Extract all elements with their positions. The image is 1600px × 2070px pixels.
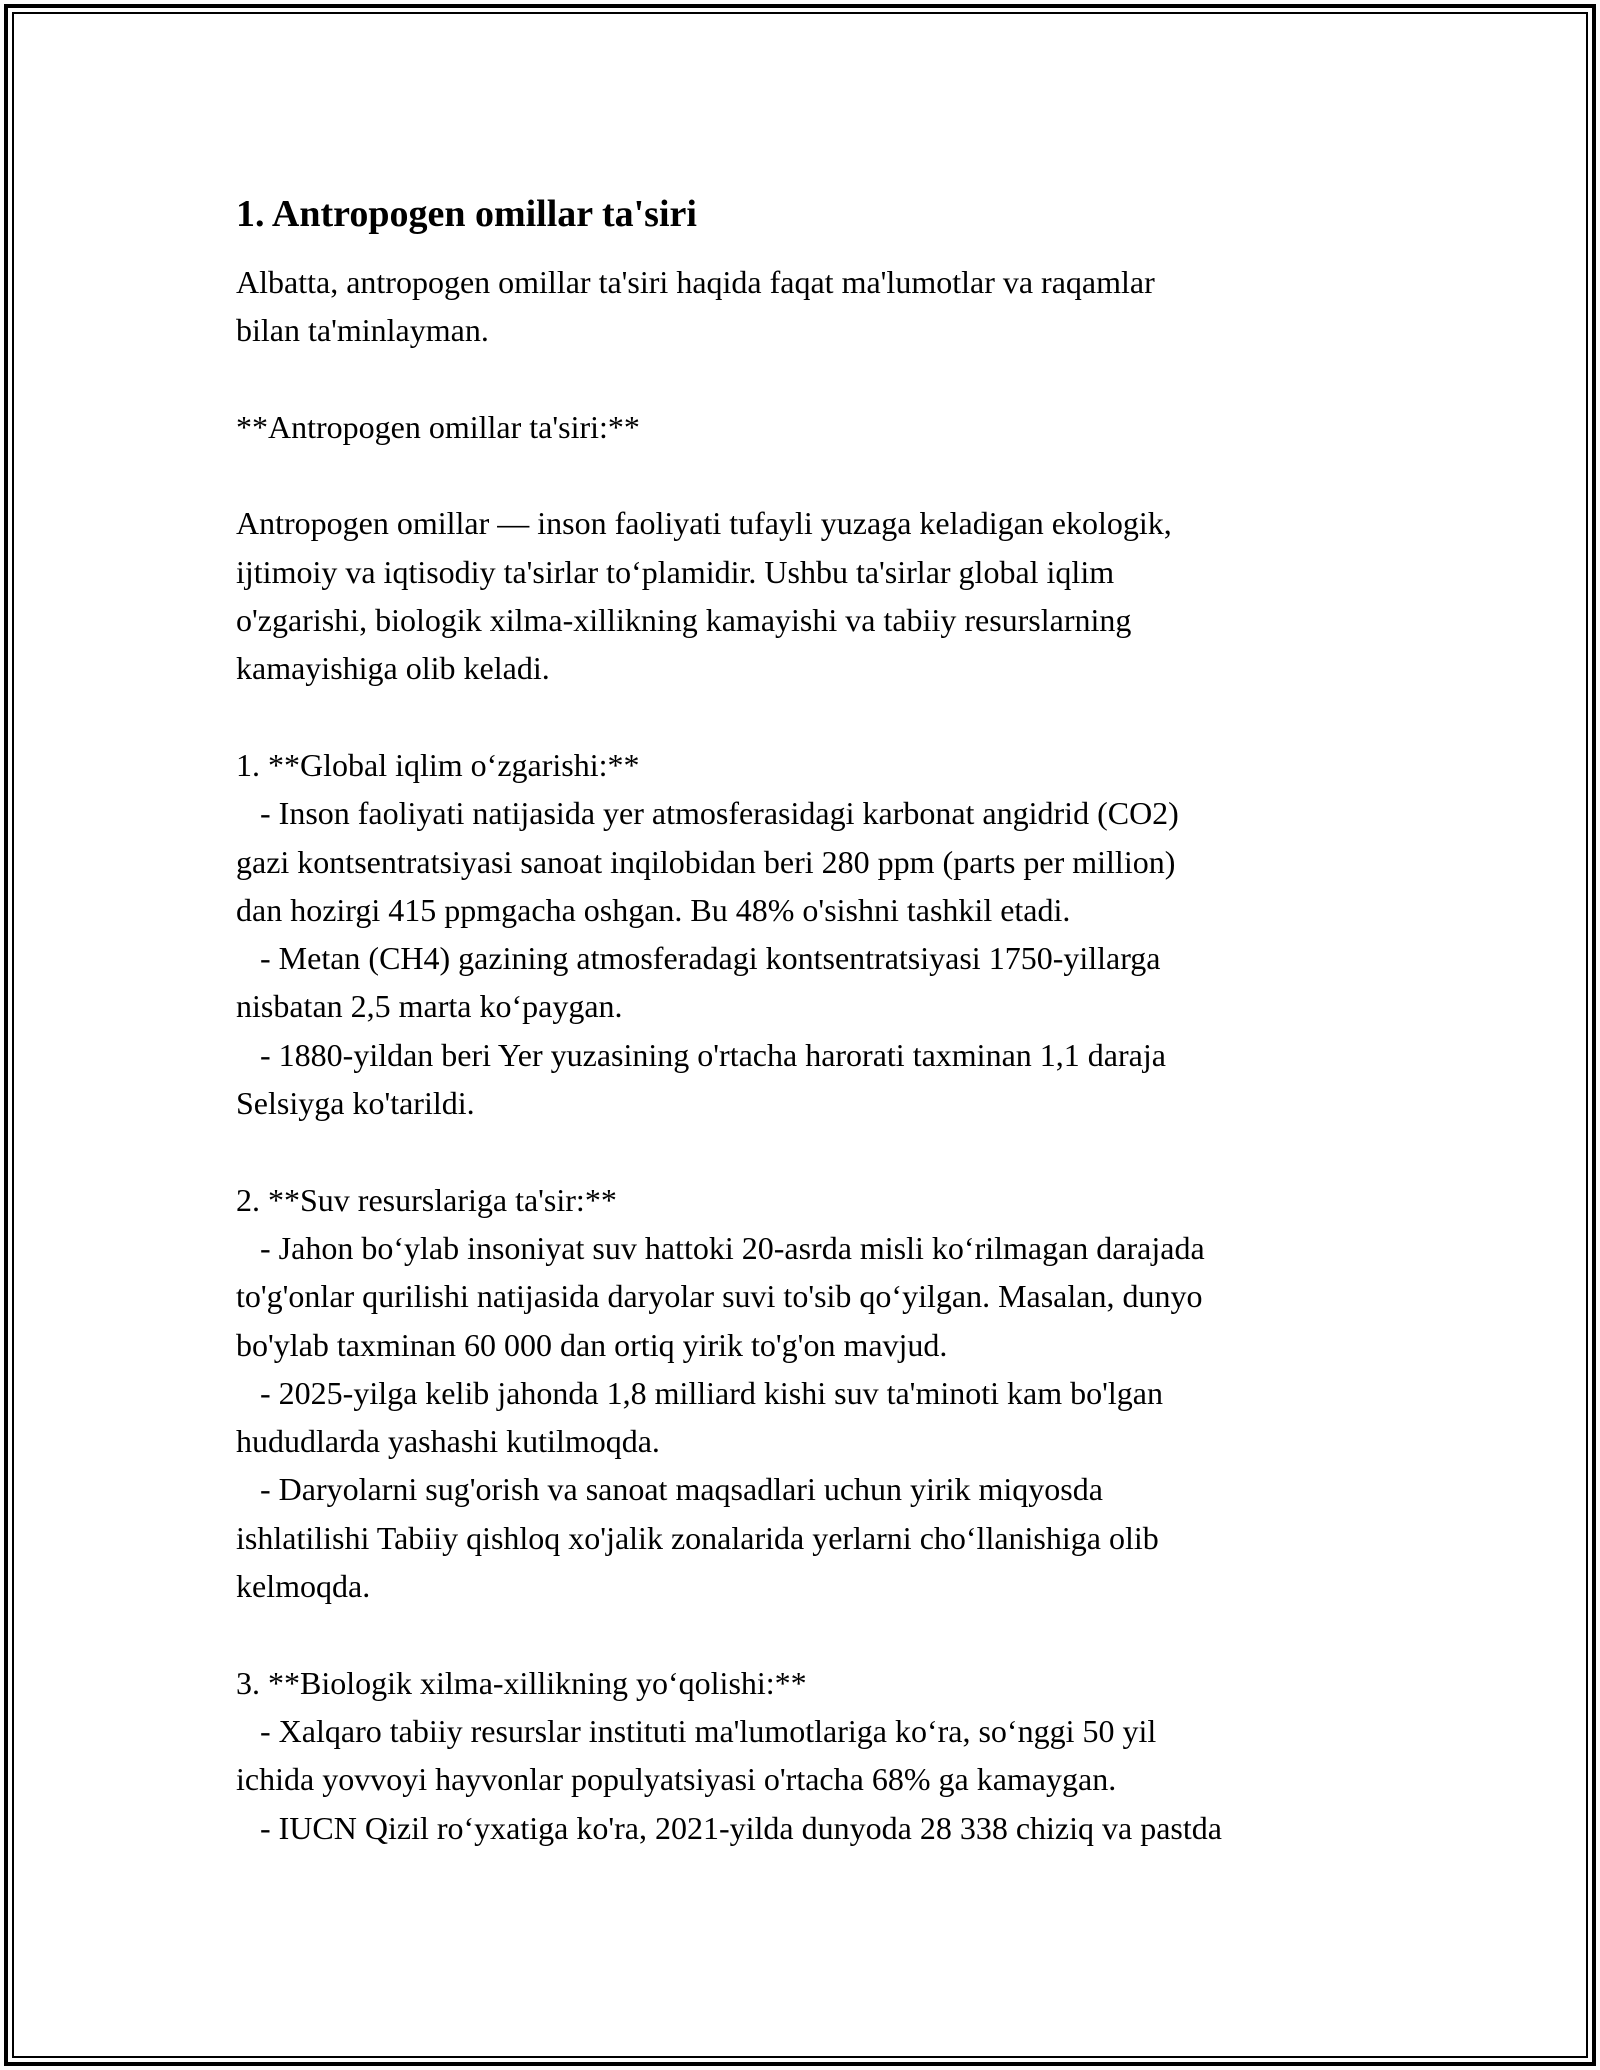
text-line: - 1880-yildan beri Yer yuzasining o'rtacha harorati taxminan 1,1 daraja (236, 1036, 1166, 1073)
text-line: - Inson faoliyati natijasida yer atmosferasidagi karbonat angidrid (CO2) (236, 795, 1179, 832)
text-line: - Jahon bo‘ylab insoniyat suv hattoki 20-asrda misli ko‘rilmagan darajada (236, 1229, 1205, 1266)
text-line: - IUCN Qizil ro‘yxatiga ko'ra, 2021-yilda dunyoda 28 338 chiziq va pastda (236, 1809, 1222, 1846)
text-line: bilan ta'minlayman. (236, 312, 489, 349)
text-line: ijtimoiy va iqtisodiy ta'sirlar to‘plamidir. Ushbu ta'sirlar global iqlim (236, 553, 1115, 590)
document-text (236, 258, 1416, 1852)
text-line: **Antropogen omillar ta'siri:** (236, 408, 640, 445)
text-line: Albatta, antropogen omillar ta'siri haqida faqat ma'lumotlar va raqamlar (236, 264, 1155, 300)
text-line: ichida yovvoyi hayvonlar populyatsiyasi o'rtacha 68% ga kamaygan. (236, 1761, 1117, 1798)
blank-line (236, 693, 1416, 741)
blank-line (236, 1610, 1416, 1658)
text-line: ishlatilishi Tabiiy qishloq xo'jalik zonalarida yerlarni cho‘llanishiga olib (236, 1519, 1159, 1556)
text-line: o'zgarishi, biologik xilma-xillikning kamayishi va tabiiy resurslarning (236, 602, 1132, 639)
text-line: 2. **Suv resurslariga ta'sir:** (236, 1181, 617, 1218)
document-body (236, 188, 1416, 1852)
text-line: dan hozirgi 415 ppmgacha oshgan. Bu 48% o'sishni tashkil etadi. (236, 891, 1071, 928)
text-line: Selsiyga ko'tarildi. (236, 1085, 475, 1122)
text-line: - Metan (CH4) gazining atmosferadagi kontsentratsiyasi 1750-yillarga (236, 940, 1161, 977)
text-line: nisbatan 2,5 marta ko‘paygan. (236, 988, 623, 1025)
text-line: - Daryolarni sug'orish va sanoat maqsadlari uchun yirik miqyosda (236, 1471, 1103, 1508)
text-line: kelmoqda. (236, 1568, 371, 1605)
blank-line (236, 451, 1416, 499)
blank-line (236, 1127, 1416, 1175)
text-line: bo'ylab taxminan 60 000 dan ortiq yirik to'g'on mavjud. (236, 1326, 948, 1363)
text-line: Antropogen omillar — inson faoliyati tufayli yuzaga keladigan ekologik, (236, 505, 1172, 542)
document-heading: 1. Antropogen omillar ta'siri (236, 193, 697, 235)
text-line: 3. **Biologik xilma-xillikning yo‘qolishi:** (236, 1664, 807, 1701)
text-line: hududlarda yashashi kutilmoqda. (236, 1423, 660, 1460)
text-line: 1. **Global iqlim o‘zgarishi:** (236, 746, 640, 783)
blank-line (236, 355, 1416, 403)
text-line: - 2025-yilga kelib jahonda 1,8 milliard kishi suv ta'minoti kam bo'lgan (236, 1374, 1163, 1411)
text-line: kamayishiga olib keladi. (236, 650, 550, 687)
text-line: gazi kontsentratsiyasi sanoat inqilobidan beri 280 ppm (parts per million) (236, 843, 1176, 880)
text-line: - Xalqaro tabiiy resurslar instituti ma'lumotlariga ko‘ra, so‘nggi 50 yil (236, 1712, 1157, 1749)
text-line: to'g'onlar qurilishi natijasida daryolar suvi to'sib qo‘yilgan. Masalan, dunyo (236, 1278, 1203, 1315)
